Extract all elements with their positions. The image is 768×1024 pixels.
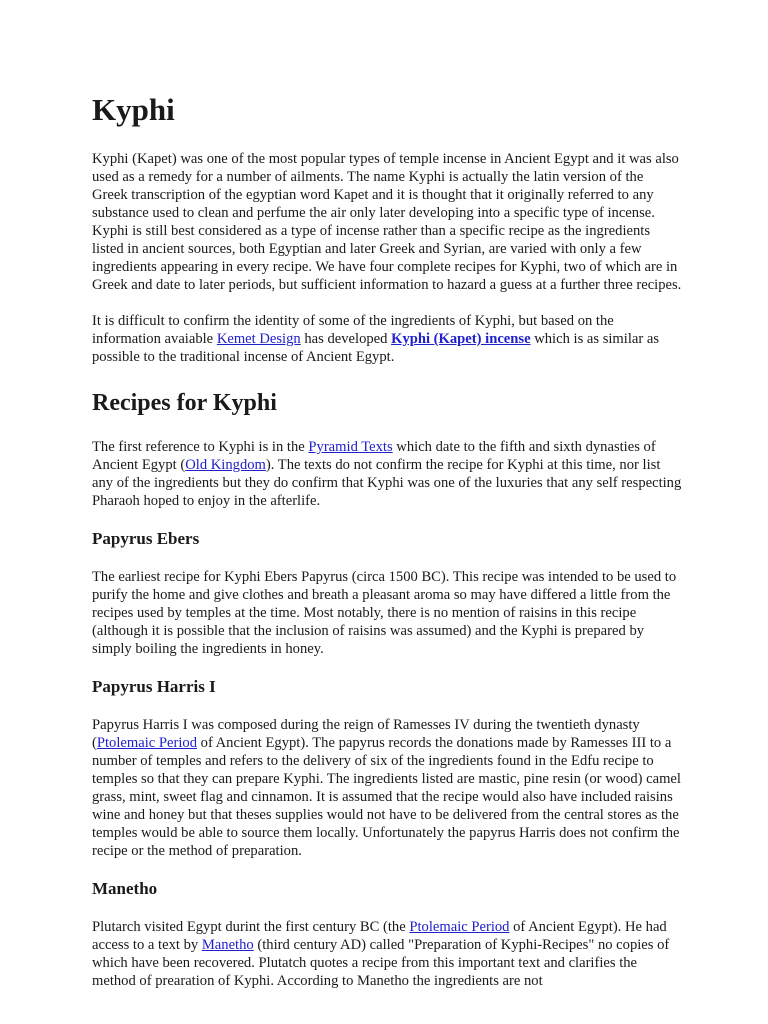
text-span: It is difficult to confirm the identity of some of the ingredients of Kyphi, but based on the information avaiable <box>92 313 614 347</box>
document-page <box>92 88 682 1008</box>
recipes-paragraph <box>92 438 682 510</box>
text-span: has developed <box>300 331 392 347</box>
subheading-papyrus-ebers: Papyrus Ebers <box>92 529 200 548</box>
kyphi-incense-link[interactable]: Kyphi (Kapet) incense <box>391 331 531 347</box>
text-span: Plutarch visited Egypt durint the first century BC (the <box>92 919 410 935</box>
manetho-link[interactable]: Manetho <box>201 937 254 953</box>
text-span: which is as similar as possible to the traditional incense of Ancient Egypt. <box>92 331 660 365</box>
ptolemaic-period-link[interactable]: Ptolemaic Period <box>96 735 197 751</box>
old-kingdom-link[interactable]: Old Kingdom <box>185 457 266 473</box>
text-span: ). The texts do not confirm the recipe for Kyphi at this time, nor list any of the ingredients but they do confirm that Kyphi was one of the luxuries that any self respecting Pharaoh hoped to enjoy in the afterlife. <box>92 457 682 509</box>
text-span: The first reference to Kyphi is in the <box>92 439 309 455</box>
text-span: Papyrus Harris I was composed during the reign of Ramesses IV during the twentieth dynasty ( <box>92 717 640 751</box>
kemet-design-link[interactable]: Kemet Design <box>216 331 301 347</box>
subheading-manetho: Manetho <box>92 879 158 898</box>
text-span: of Ancient Egypt). He had access to a text by <box>92 919 667 953</box>
text-span: which date to the fifth and sixth dynasties of Ancient Egypt ( <box>92 439 656 473</box>
text-span: (third century AD) called "Preparation of Kyphi-Recipes" no copies of which have been recovered. Plutatch quotes a recipe from this important text and clarifies the method of prearation of Kyphi. According to Manetho the ingredients are not <box>92 937 670 989</box>
intro-paragraph-1: Kyphi (Kapet) was one of the most popular types of temple incense in Ancient Egypt and it was also used as a remedy for a number of ailments. The name Kyphi is actually the latin version of the Greek transcription of the egyptian word Kapet and it is thought that it originally referred to any substance used to clean and perfume the air only later developing into a specific type of incense. Kyphi is still best considered as a type of incense rather than a specific recipe as the ingredients listed in ancient sources, both Egyptian and later Greek and Syrian, are varied with only a few ingredients appearing in every recipe. We have four complete recipes for Kyphi, two of which are in Greek and date to later periods, but sufficient information to hazard a guess at a further three recipes. <box>92 151 682 293</box>
text-span: of Ancient Egypt). The papyrus records the donations made by Ramesses III to a number of temples and refers to the delivery of six of the ingredients found in the Edfu recipe to temples so that they can prepare Kyphi. The ingredients listed are mastic, pine resin (or wood) camel grass, mint, sweet flag and cinnamon. It is assumed that the recipe would also have included raisins wine and honey but that theses supplies would not have to be delivered from the central stores as the temples would be able to source them locally. Unfortunately the papyrus Harris does not confirm the recipe or the method of preparation. <box>92 735 681 859</box>
harris-paragraph <box>92 716 682 860</box>
section-heading-recipes: Recipes for Kyphi <box>92 390 277 416</box>
pyramid-texts-link[interactable]: Pyramid Texts <box>308 439 393 455</box>
ebers-paragraph: The earliest recipe for Kyphi Ebers Papyrus (circa 1500 BC). This recipe was intended to be used to purify the home and give clothes and breath a pleasant aroma so may have differed a little from the recipes used by temples at the time. Most notably, there is no mention of raisins in this recipe (although it is possible that the inclusion of raisins was assumed) and the Kyphi is prepared by simply boiling the ingredients in honey. <box>92 569 677 657</box>
intro-paragraph-2 <box>92 312 682 366</box>
ptolemaic-period-link[interactable]: Ptolemaic Period <box>409 919 510 935</box>
page-title: Kyphi <box>92 92 175 127</box>
manetho-paragraph <box>92 918 682 990</box>
subheading-papyrus-harris: Papyrus Harris I <box>92 677 216 696</box>
